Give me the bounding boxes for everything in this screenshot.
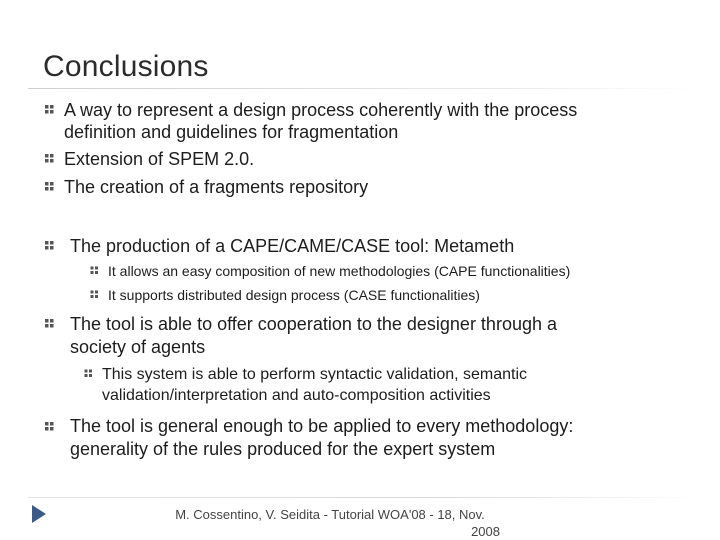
footer-citation	[160, 506, 500, 540]
bullet-text-6a: The tool is general enough to be applied to every methodology:	[70, 416, 574, 436]
triangle-arrow-icon	[32, 505, 46, 523]
square-bullet-icon	[44, 181, 56, 193]
slide-title: Conclusions	[43, 50, 209, 83]
footer-line-2: 2008	[471, 524, 500, 539]
bullet-text-6b: generality of the rules produced for the expert system	[70, 439, 496, 459]
square-bullet-icon	[90, 290, 102, 302]
square-bullet-icon	[90, 266, 102, 278]
square-bullet-icon	[44, 104, 56, 116]
sub-bullet-text-4b: It supports distributed design process (CASE functionalities)	[108, 287, 480, 303]
bullet-text-1a: A way to represent a design process coherently with the process	[64, 100, 578, 120]
title-divider	[28, 88, 700, 89]
bullet-text-5b: society of agents	[70, 337, 206, 357]
square-bullet-icon	[44, 421, 56, 433]
sub-bullet-text-5b: validation/interpretation and auto-composition activities	[102, 387, 491, 404]
bullet-text-2: Extension of SPEM 2.0.	[64, 149, 255, 169]
bullet-text-5a: The tool is able to offer cooperation to the designer through a	[70, 314, 557, 334]
footer-divider	[28, 497, 700, 498]
bullet-text-4: The production of a CAPE/CAME/CASE tool: Metameth	[70, 236, 515, 256]
bullet-text-1b: definition and guidelines for fragmentation	[64, 122, 399, 142]
square-bullet-icon	[44, 318, 56, 330]
square-bullet-icon	[44, 240, 56, 252]
sub-bullet-text-5a: This system is able to perform syntactic validation, semantic	[102, 366, 528, 383]
square-bullet-icon	[44, 153, 56, 165]
sub-bullet-text-4a: It allows an easy composition of new methodologies (CAPE functionalities)	[108, 263, 571, 279]
bullet-text-3: The creation of a fragments repository	[64, 177, 369, 197]
footer-line-1: M. Cossentino, V. Seidita - Tutorial WOA'08 - 18, Nov.	[175, 507, 485, 522]
square-bullet-icon	[84, 369, 96, 381]
